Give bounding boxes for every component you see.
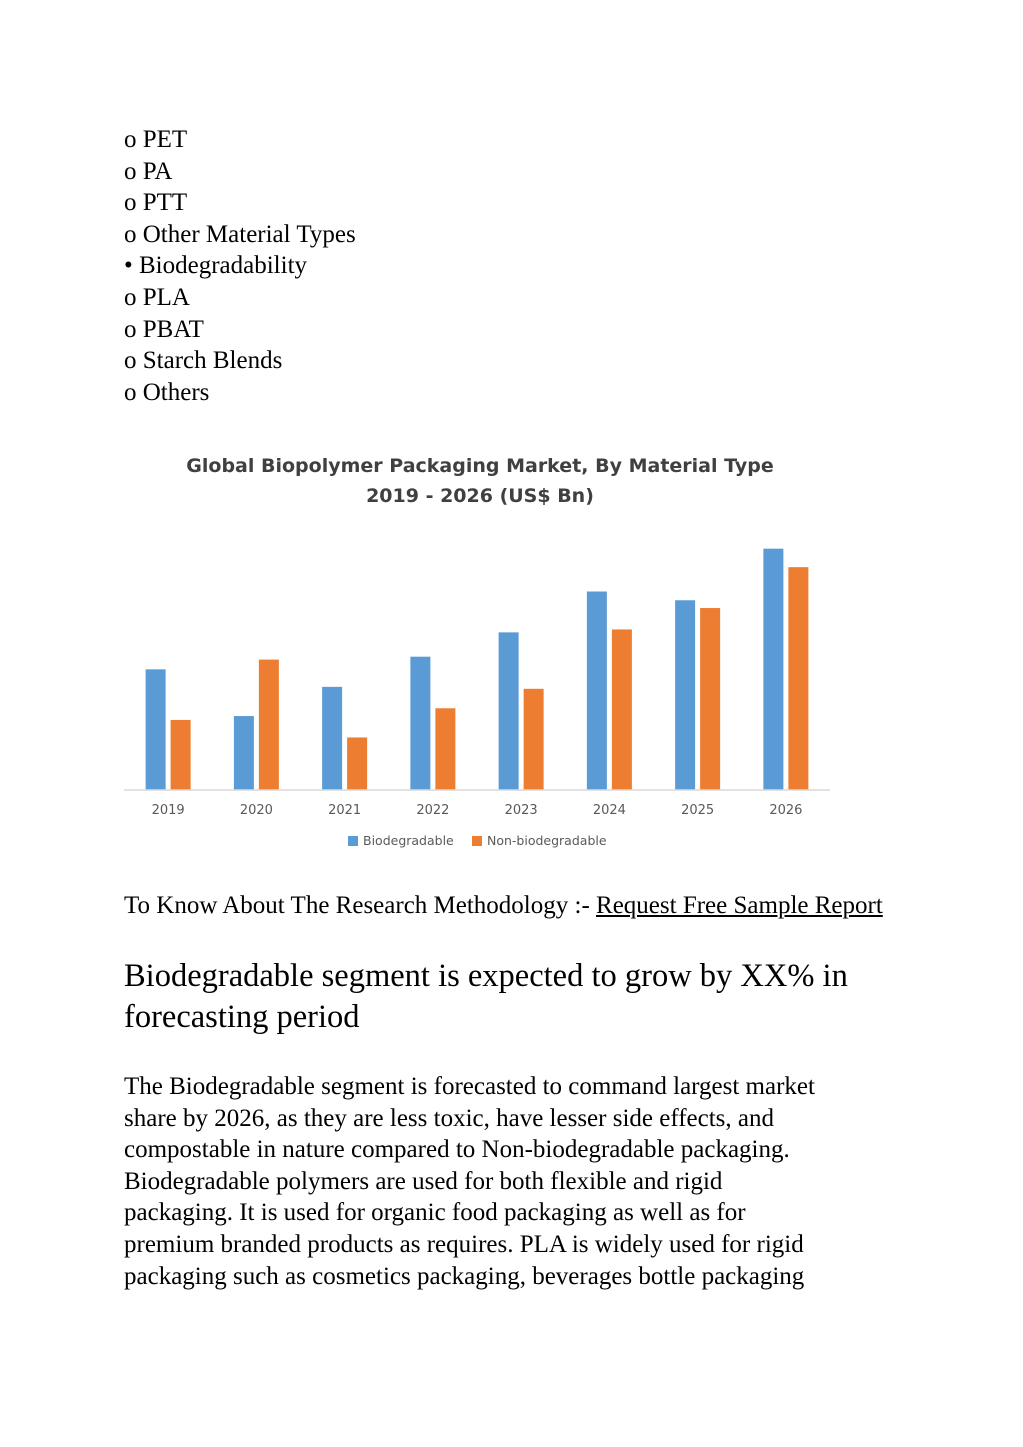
bar-non-biodegradable-2022 [435, 708, 455, 790]
paragraph-line: share by 2026, as they are less toxic, have lesser side effects, and [124, 1104, 775, 1132]
paragraph-line: premium branded products as requires. PLA is widely used for rigid [124, 1230, 804, 1258]
x-tick-label: 2020 [239, 803, 273, 818]
x-tick-label: 2026 [769, 803, 803, 818]
list-item: o PA [124, 157, 173, 185]
bar-biodegradable-2022 [410, 657, 430, 790]
bar-biodegradable-2023 [499, 632, 519, 790]
list-item: o PBAT [124, 315, 204, 343]
request-sample-link[interactable]: Request Free Sample Report [596, 892, 883, 919]
bar-biodegradable-2019 [146, 669, 166, 790]
bar-biodegradable-2024 [587, 591, 607, 790]
list-item: o PET [124, 126, 188, 153]
x-tick-label: 2023 [504, 803, 538, 818]
bar-non-biodegradable-2021 [347, 737, 367, 790]
list-item: o Other Material Types [124, 220, 356, 248]
paragraph-line: Biodegradable polymers are used for both flexible and rigid [124, 1167, 723, 1195]
list-item: o PLA [124, 283, 190, 311]
methodology-line [124, 890, 894, 922]
x-tick-label: 2022 [416, 803, 450, 818]
bar-biodegradable-2025 [675, 600, 695, 790]
paragraph-line: packaging. It is used for organic food packaging as well as for [124, 1199, 746, 1227]
bar-non-biodegradable-2019 [171, 720, 191, 790]
bar-non-biodegradable-2024 [612, 629, 632, 790]
body-paragraph [124, 1071, 904, 1292]
chart-title: Global Biopolymer Packaging Market, By Material Type [186, 455, 774, 477]
list-item: o Starch Blends [124, 347, 283, 375]
methodology-text: To Know About The Research Methodology :- [124, 892, 597, 919]
bar-biodegradable-2021 [322, 687, 342, 790]
list-item: o Others [124, 378, 210, 406]
x-tick-label: 2025 [681, 803, 715, 818]
section-heading: Biodegradable segment is expected to grow by XX% in forecasting period [124, 958, 848, 1035]
bar-chart [110, 445, 850, 865]
legend-swatch-biodegradable [348, 836, 358, 846]
x-tick-label: 2021 [328, 803, 362, 818]
bar-biodegradable-2026 [763, 549, 783, 790]
legend-label: Non-biodegradable [487, 833, 607, 848]
bar-non-biodegradable-2026 [788, 567, 808, 790]
list-item: • Biodegradability [124, 252, 308, 280]
legend-label: Biodegradable [363, 833, 454, 848]
bar-biodegradable-2020 [234, 716, 254, 790]
bar-non-biodegradable-2025 [700, 608, 720, 790]
x-tick-label: 2024 [592, 803, 626, 818]
chart-canvas [110, 445, 850, 865]
list-item: o PTT [124, 189, 188, 217]
bar-non-biodegradable-2023 [524, 689, 544, 790]
x-tick-label: 2019 [151, 803, 185, 818]
material-type-list [124, 124, 356, 408]
bar-non-biodegradable-2020 [259, 660, 279, 790]
legend-swatch-non-biodegradable [472, 836, 482, 846]
paragraph-line: The Biodegradable segment is forecasted to command largest market [124, 1073, 815, 1100]
paragraph-line: packaging such as cosmetics packaging, beverages bottle packaging [124, 1262, 805, 1290]
paragraph-line: compostable in nature compared to Non-biodegradable packaging. [124, 1136, 790, 1164]
chart-subtitle: 2019 - 2026 (US$ Bn) [366, 485, 594, 507]
